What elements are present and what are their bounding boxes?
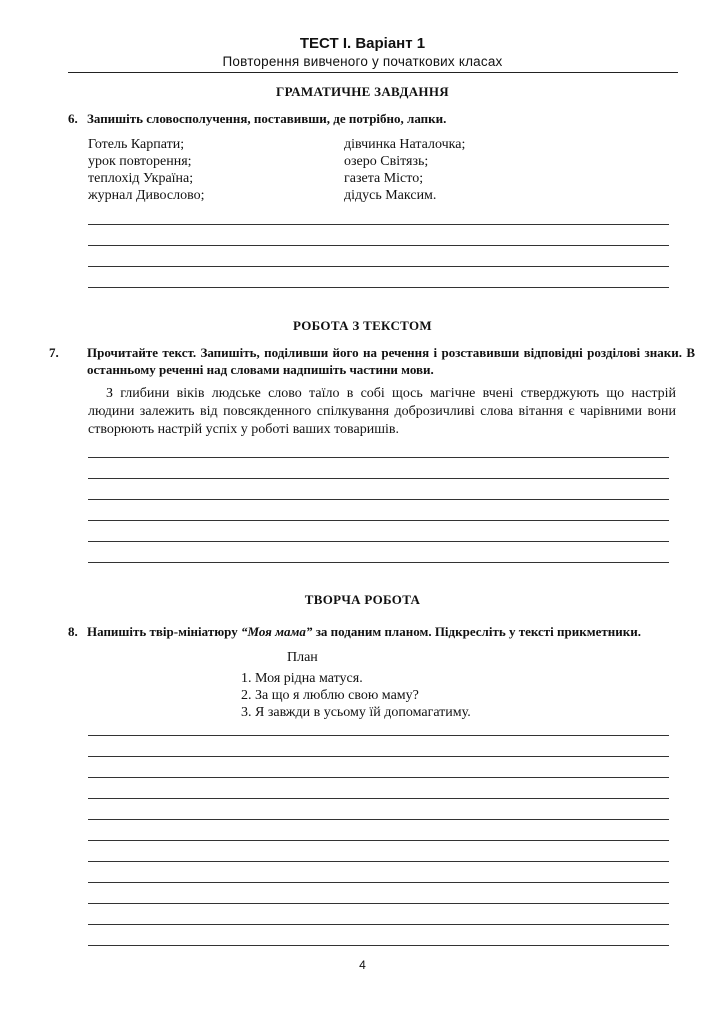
phrase-row <box>88 153 648 170</box>
task-6-text: Запишіть словосполучення, поставивши, де потрібно, лапки. <box>87 111 447 126</box>
answer-line[interactable] <box>88 756 669 757</box>
page-number: 4 <box>359 958 366 972</box>
answer-line[interactable] <box>88 499 669 500</box>
task-8-text-before: Напишіть твір-мініатюру <box>87 624 238 639</box>
task-6-instruction <box>68 110 676 127</box>
plan-heading: План <box>287 650 318 665</box>
answer-line[interactable] <box>88 457 669 458</box>
answer-line[interactable] <box>88 478 669 479</box>
plan-item: 1. Моя рідна матуся. <box>241 671 363 686</box>
phrase-row <box>88 170 648 187</box>
answer-line[interactable] <box>88 224 669 225</box>
section-title-grammar: ГРАМАТИЧНЕ ЗАВДАННЯ <box>276 84 449 99</box>
answer-line[interactable] <box>88 541 669 542</box>
test-subtitle: Повторення вивченого у початкових класах <box>222 54 503 69</box>
answer-line[interactable] <box>88 945 669 946</box>
answer-line[interactable] <box>88 798 669 799</box>
section-title-text-work: РОБОТА З ТЕКСТОМ <box>293 318 432 333</box>
answer-line[interactable] <box>88 520 669 521</box>
answer-line[interactable] <box>88 861 669 862</box>
plan-item: 3. Я завжди в усьому їй допомагатиму. <box>241 705 471 720</box>
phrase: газета Місто; <box>344 171 424 186</box>
answer-line[interactable] <box>88 924 669 925</box>
answer-line[interactable] <box>88 735 669 736</box>
phrase: дідусь Максим. <box>344 188 437 203</box>
phrase: теплохід Україна; <box>88 171 194 186</box>
phrase: урок повторення; <box>88 154 192 169</box>
answer-line[interactable] <box>88 903 669 904</box>
answer-line[interactable] <box>88 562 669 563</box>
task-6-number: 6. <box>68 111 78 126</box>
answer-line[interactable] <box>88 777 669 778</box>
answer-line[interactable] <box>88 819 669 820</box>
phrase: дівчинка Наталочка; <box>344 137 466 152</box>
answer-line[interactable] <box>88 840 669 841</box>
answer-line[interactable] <box>88 882 669 883</box>
section-title-creative: ТВОРЧА РОБОТА <box>304 592 421 607</box>
plan-list <box>241 670 471 721</box>
header-divider <box>68 72 678 73</box>
phrase: журнал Дивослово; <box>88 188 205 203</box>
test-title: ТЕСТ І. Варіант 1 <box>299 35 426 52</box>
task-7-paragraph: З глибини віків людське слово таїло в собі щось магічне вчені стверджують що настрій людини залежить від повсякденного спілкування доброзичливі слова вітання є чарівними вони створюють настрій успіх у роботі ваших товаришів. <box>88 386 676 437</box>
answer-line[interactable] <box>88 287 669 288</box>
task-8-essay-title: “Моя мама” <box>240 624 313 639</box>
task-6-phrases <box>88 136 648 204</box>
plan-item: 2. За що я люблю свою маму? <box>241 688 419 703</box>
answer-line[interactable] <box>88 266 669 267</box>
phrase: озеро Світязь; <box>344 154 429 169</box>
task-8-text-after: за поданим планом. Підкресліть у тексті прикметники. <box>315 624 641 639</box>
phrase: Готель Карпати; <box>88 137 185 152</box>
phrase-row <box>88 187 648 204</box>
task-8-number: 8. <box>68 624 78 639</box>
task-7-text: Прочитайте текст. Запишіть, поділивши його на речення і розставивши відповідні розділові знаки. В останньому реченні над словами надпишіть частини мови. <box>87 345 695 377</box>
task-7-number: 7. <box>49 345 59 360</box>
task-8-instruction <box>68 623 676 640</box>
phrase-row <box>88 136 648 153</box>
answer-line[interactable] <box>88 245 669 246</box>
task-7-instruction <box>49 344 695 378</box>
